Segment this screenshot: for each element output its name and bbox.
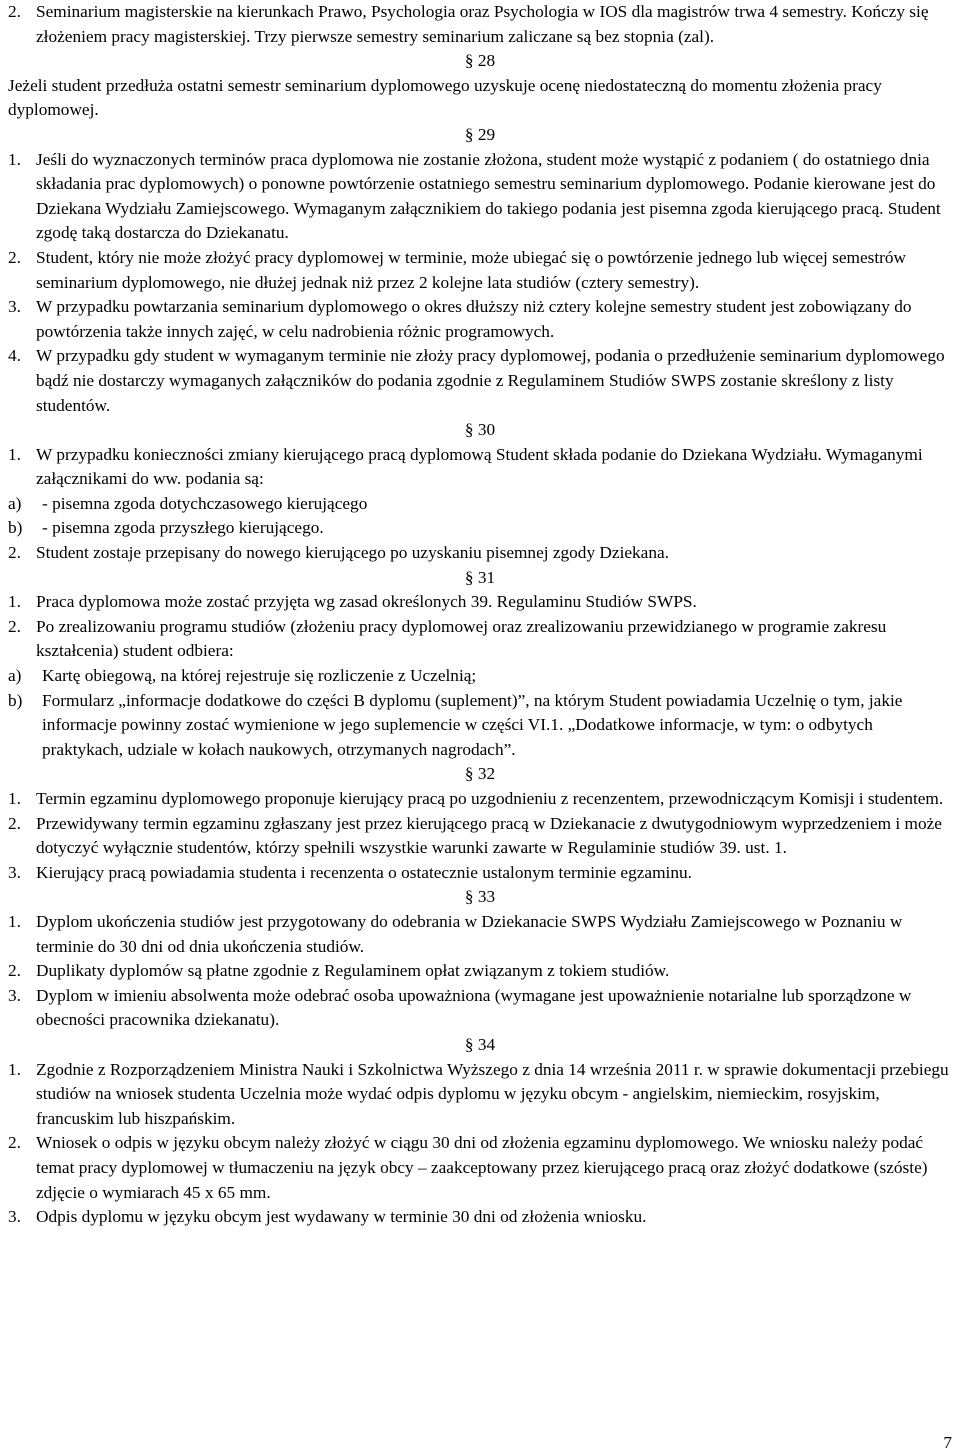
section-32-list [8, 787, 952, 885]
section-heading-32: § 32 [464, 764, 496, 784]
list-item: 2. Po zrealizowaniu programu studiów (złożeniu pracy dyplomowej oraz zrealizowaniu przewidzianego w programie zakresu kształcenia) student odbiera: [8, 616, 887, 661]
section-33-list [8, 910, 952, 1033]
page-number: 7 [943, 1433, 952, 1452]
section-34-list [8, 1058, 952, 1230]
list-item: 2. Student zostaje przepisany do nowego kierującego po uzyskaniu pisemnej zgody Dziekana. [8, 543, 669, 563]
list-item: 3. W przypadku powtarzania seminarium dyplomowego o okres dłuższy niż cztery kolejne semestry student jest zobowiązany do powtórzenia także innych zajęć, w celu nadrobienia różnic programowych. [8, 297, 912, 341]
list-item [8, 0, 952, 49]
sub-item: b) - pisemna zgoda przyszłego kierującego. [8, 518, 324, 538]
list-item: 3. Dyplom w imieniu absolwenta może odebrać osoba upoważniona (wymagane jest upoważnienie notarialne lub sporządzone w obecności pracownika dziekanatu). [8, 985, 912, 1030]
list-item: 2. Duplikaty dyplomów są płatne zgodnie z Regulaminem opłat związanym z tokiem studiów. [8, 961, 670, 981]
sub-item: a) Kartę obiegową, na której rejestruje się rozliczenie z Uczelnią; [8, 666, 477, 686]
section-30-list [8, 443, 952, 566]
list-item: 3. Kierujący pracą powiadamia studenta i recenzenta o ostatecznie ustalonym terminie egzaminu. [8, 862, 692, 882]
section-28-text: Jeżeli student przedłuża ostatni semestr seminarium dyplomowego uzyskuje ocenę niedostateczną do momentu złożenia pracy dyplomowej. [8, 75, 882, 120]
list-item: 2. Student, który nie może złożyć pracy dyplomowej w terminie, może ubiegać się o powtórzenie jednego lub więcej semestrów seminarium dyplomowego, nie dłużej jednak niż przez 2 kolejne lata studiów (cztery semestry). [8, 247, 907, 292]
section-heading-30: § 30 [464, 420, 496, 440]
section-heading-28: § 28 [464, 51, 496, 71]
section-31-list [8, 590, 952, 762]
document-page [8, 0, 952, 1230]
section-heading-34: § 34 [464, 1034, 496, 1054]
list-item: 1. Jeśli do wyznaczonych terminów praca dyplomowa nie zostanie złożona, student może wystąpić z podaniem ( do ostatniego dnia składania prac dyplomowych) o ponowne powtórzenie ostatniego semestru seminarium dyplomowego. Podanie kierowane jest do Dziekana Wydziału Zamiejscowego. Wymaganym załącznikiem do takiego podania jest pisemna zgoda kierującego pracą. Student zgodę taką dostarcza do Dziekanatu. [8, 149, 941, 243]
list-item: 1. Praca dyplomowa może zostać przyjęta wg zasad określonych 39. Regulaminu Studiów SWPS. [8, 592, 697, 612]
list-item: 1. Zgodnie z Rozporządzeniem Ministra Nauki i Szkolnictwa Wyższego z dnia 14 września 2011 r. w sprawie dokumentacji przebiegu studiów na wniosek studenta Uczelnia może wydać odpis dyplomu w języku obcym - angielskim, niemieckim, rosyjskim, francuskim lub hiszpańskim. [8, 1059, 949, 1128]
sub-item: b) Formularz „informacje dodatkowe do części B dyplomu (suplement)”, na którym Student powiadamia Uczelnię o tym, jakie informacje powinny zostać wymienione w jego suplemencie w części VI.1. „Dodatkowe informacje, w tym: o odbytych praktykach, udziale w kołach naukowych, otrzymanych nagrodach”. [8, 690, 903, 759]
list-item: 2. Wniosek o odpis w języku obcym należy złożyć w ciągu 30 dni od złożenia egzaminu dyplomowego. We wniosku należy podać temat pracy dyplomowej w tłumaczeniu na język obcy – zaakceptowany przez kierującego pracą oraz złożyć dodatkowe (szóste) zdjęcie o wymiarach 45 x 65 mm. [8, 1133, 928, 1202]
section-heading-33: § 33 [464, 887, 496, 907]
section-29-list [8, 148, 952, 419]
list-item: 2. Przewidywany termin egzaminu zgłaszany jest przez kierującego pracą w Dziekanacie z dwutygodniowym wyprzedzeniem i może dotyczyć wyłącznie studentów, którzy spełnili wszystkie warunki zawarte w Regulaminie studiów 39. ust. 1. [8, 813, 942, 858]
list-item: 1. Dyplom ukończenia studiów jest przygotowany do odebrania w Dziekanacie SWPS Wydziału Zamiejscowego w Poznaniu w terminie do 30 dni od dnia ukończenia studiów. [8, 911, 903, 956]
list-item: 1. W przypadku konieczności zmiany kierującego pracą dyplomową Student składa podanie do Dziekana Wydziału. Wymaganymi załącznikami do ww. podania są: [8, 444, 923, 489]
section-heading-29: § 29 [464, 124, 496, 144]
sub-item: a) - pisemna zgoda dotychczasowego kierującego [8, 493, 368, 513]
list-item: 3. Odpis dyplomu w języku obcym jest wydawany w terminie 30 dni od złożenia wniosku. [8, 1207, 647, 1227]
list-item: 1. Termin egzaminu dyplomowego proponuje kierujący pracą po uzgodnieniu z recenzentem, przewodniczącym Komisji i studentem. [8, 789, 944, 808]
section-heading-31: § 31 [464, 567, 496, 587]
item-number: 2. [8, 2, 21, 21]
item-text: Seminarium magisterskie na kierunkach Prawo, Psychologia oraz Psychologia w IOS dla magistrów trwa 4 semestry. Kończy się złożeniem pracy magisterskiej. Trzy pierwsze semestry seminarium zaliczane są bez stopnia (zal). [36, 2, 929, 46]
list-item: 4. W przypadku gdy student w wymaganym terminie nie złoży pracy dyplomowej, podania o przedłużenie seminarium dyplomowego bądź nie dostarczy wymaganych załączników do podania zgodnie z Regulaminem Studiów SWPS zostanie skreślony z listy studentów. [8, 346, 945, 415]
